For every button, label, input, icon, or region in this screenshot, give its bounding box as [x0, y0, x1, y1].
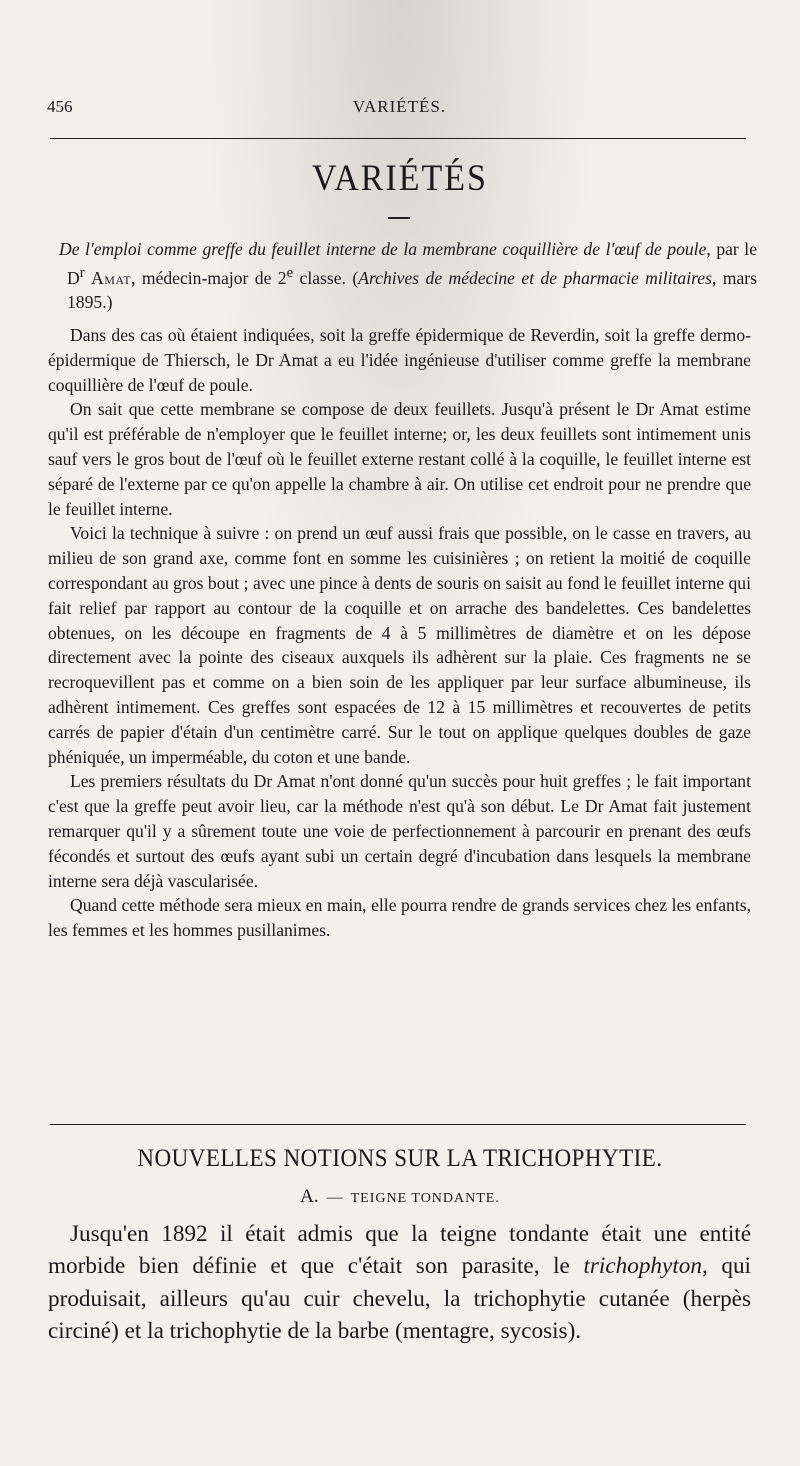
title-dash	[388, 217, 410, 219]
paragraph: Dans des cas où étaient indiquées, soit la greffe épidermique de Reverdin, soit la greffe dermo-épidermique de Thiersch, le Dr Amat a eu l'idée ingénieuse d'utiliser comme greffe la membrane coquillière de l'œuf de poule.	[48, 325, 751, 395]
section2-heading: NOUVELLES NOTIONS SUR LA TRICHOPHYTIE.	[137, 1143, 663, 1172]
running-head	[47, 97, 752, 123]
paragraph: Voici la technique à suivre : on prend un œuf aussi frais que possible, on le casse en travers, au milieu de son grand axe, comme font en somme les cuisinières ; on retient la moitié de coquille correspondant au gros bout ; avec une pince à dents de souris on saisit au fond le feuillet interne qui fait relief par rapport au contour de la coquille et on arrache des bandelettes. Ces bandelettes obtenues, on les découpe en fragments de 4 à 5 millimètres de diamètre et on les dépose directement avec la pointe des ciseaux auxquels ils adhèrent sur la plaie. Ces fragments ne se recroquevillent pas et comme on a bien soin de les appliquer par leur surface albumineuse, ils adhèrent intimement. Ces greffes sont espacées de 12 à 15 millimètres et recouvertes de petits carrés de papier d'étain d'un centimètre carré. Sur le tout on applique quelques doubles de gaze phéniquée, un imperméable, du coton et une bande.	[48, 523, 751, 767]
paragraph: Jusqu'en 1892 il était admis que la teigne tondante était une entité morbide bien définie et que c'était son parasite, le trichophyton, qui produisait, ailleurs qu'au cuir chevelu, la trichophytie cutanée (herpès circiné) et la trichophytie de la barbe (mentagre, sycosis).	[48, 1221, 751, 1345]
section2-body	[48, 1218, 751, 1348]
paragraph: Quand cette méthode sera mieux en main, elle pourra rendre de grands services chez les enfants, les femmes et les hommes pusillanimes.	[48, 895, 751, 941]
article-citation: De l'emploi comme greffe du feuillet interne de la membrane coquillière de l'œuf de poule, par le $D^r$ Amat, médecin-major de 2e classe. (Archives de médecine et de pharmacie militaires, mars 1895.)	[59, 239, 757, 312]
paragraph: Les premiers résultats du Dr Amat n'ont donné qu'un succès pour huit greffes ; le fait important c'est que la greffe peut avoir lieu, car la méthode n'est qu'à son début. Le Dr Amat fait justement remarquer qu'il y a sûrement toute une voie de perfectionnement à parcourir en prenant des œufs fécondés et surtout des œufs ayant subi un certain degré d'incubation dans lesquels la membrane interne sera déjà vascularisée.	[48, 771, 751, 891]
header-rule	[50, 138, 746, 139]
section-title: VARIÉTÉS	[312, 158, 488, 199]
section-rule	[50, 1124, 746, 1125]
citation-title: De l'emploi comme greffe du feuillet interne de la membrane coquillière de l'œuf de poule	[59, 239, 707, 259]
page-number: 456	[47, 97, 73, 116]
citation-journal: Archives de médecine et de pharmacie militaires	[358, 267, 712, 288]
citation-author: Amat	[91, 267, 132, 288]
section2-subheading: A. — TEIGNE TONDANTE.	[300, 1186, 500, 1207]
running-title: VARIÉTÉS.	[352, 97, 447, 116]
paragraph: On sait que cette membrane se compose de deux feuillets. Jusqu'à présent le Dr Amat estime qu'il est préférable de n'employer que le feuillet interne; or, les deux feuillets sont intimement unis sauf vers le gros bout de l'œuf où le feuillet externe restant collé à la coquille, le feuillet interne est séparé de l'externe par ce qu'on appelle la chambre à air. On utilise cet endroit pour ne prendre que le feuillet interne.	[48, 399, 751, 519]
article-body	[48, 323, 751, 943]
